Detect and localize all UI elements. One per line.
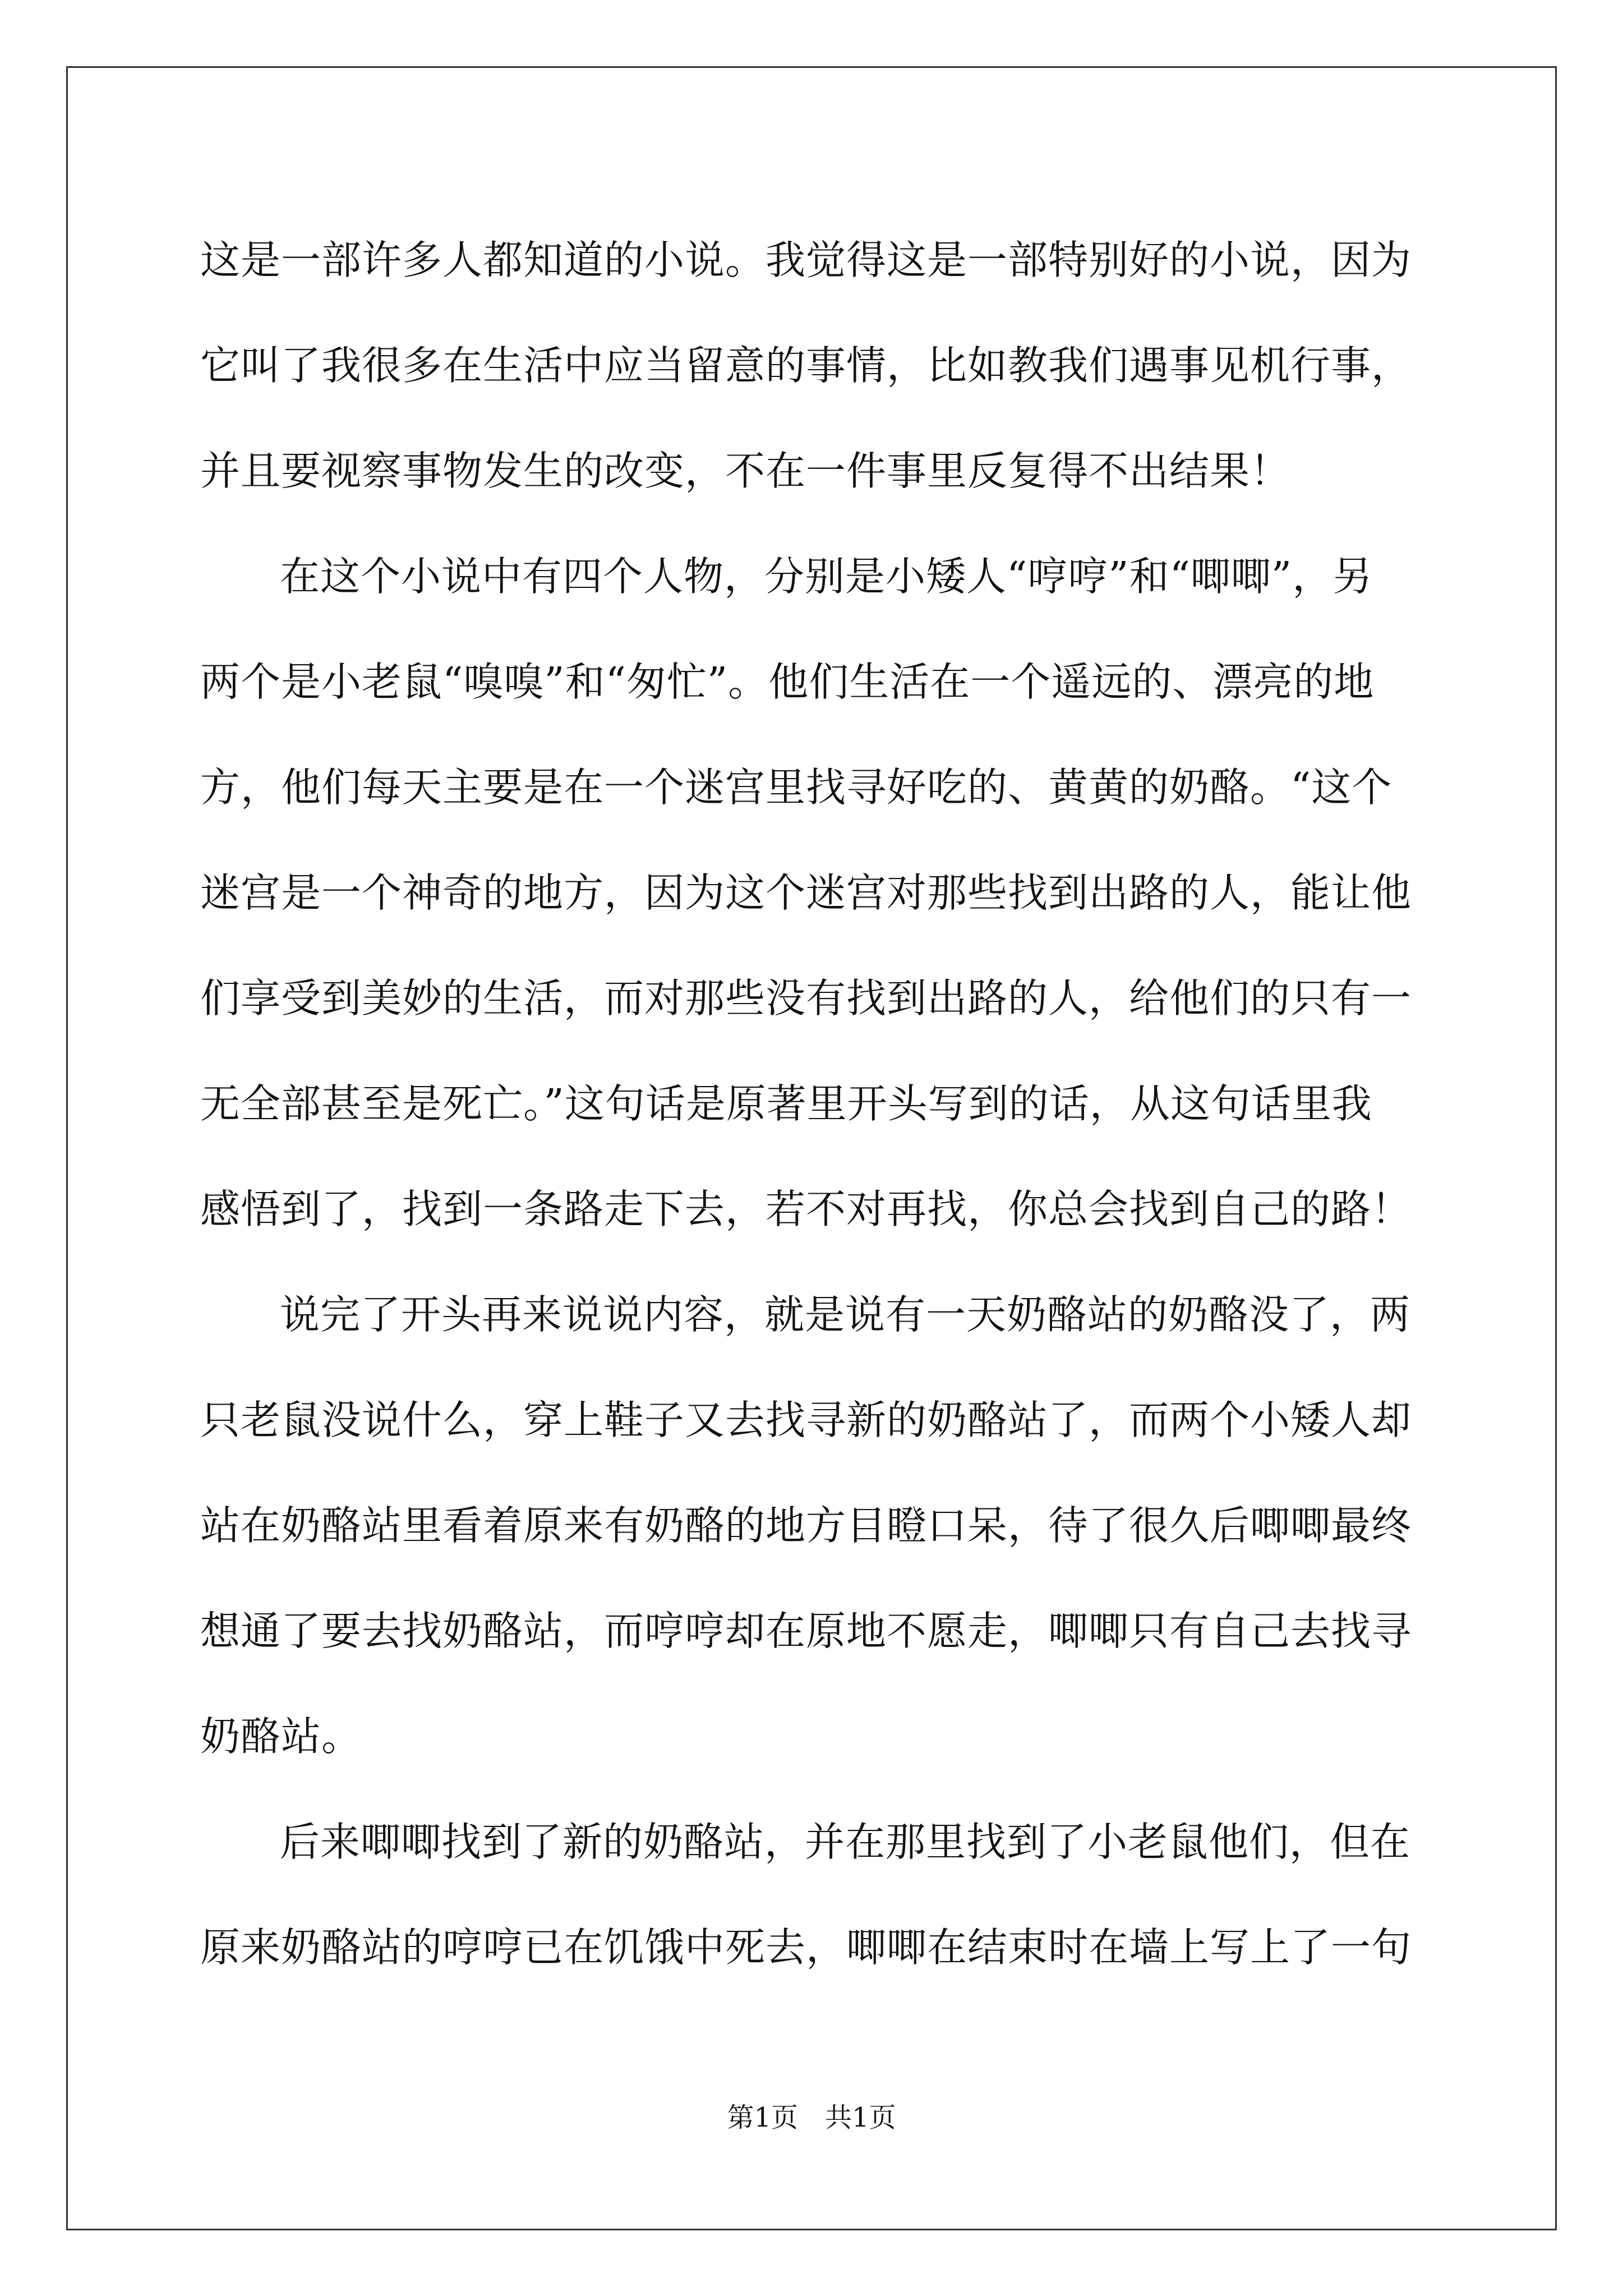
paragraph-2 [200, 524, 1431, 1262]
text-line: 只老鼠没说什么，穿上鞋子又去找寻新的奶酪站了，而两个小矮人却 [200, 1397, 1412, 1443]
document-body [200, 208, 1431, 2000]
text-line: 两个是小老鼠“嗅嗅”和“匆忙”。他们生活在一个遥远的、漂亮的地 [200, 659, 1375, 705]
page-footer [0, 2101, 1623, 2134]
text-line: 在这个小说中有四个人物，分别是小矮人“哼哼”和“唧唧”，另 [280, 553, 1373, 600]
text-line: 方，他们每天主要是在一个迷宫里找寻好吃的、黄黄的奶酪。“这个 [200, 764, 1393, 811]
text-line: 说完了开头再来说说内容，就是说有一天奶酪站的奶酪没了，两 [280, 1291, 1411, 1338]
text-line: 感悟到了，找到一条路走下去，若不对再找，你总会找到自己的路！ [200, 1186, 1412, 1232]
text-line: 并且要视察事物发生的改变，不在一件事里反复得不出结果！ [200, 448, 1291, 494]
text-line: 站在奶酪站里看着原来有奶酪的地方目瞪口呆，待了很久后唧唧最终 [200, 1502, 1412, 1549]
text-line: 迷宫是一个神奇的地方，因为这个迷宫对那些找到出路的人，能让他 [200, 869, 1412, 916]
paragraph-3 [200, 1262, 1431, 1789]
paragraph-4 [200, 1789, 1431, 2000]
text-line: 奶酪站。 [200, 1713, 362, 1760]
text-line: 这是一部许多人都知道的小说。我觉得这是一部特别好的小说，因为 [200, 237, 1412, 283]
text-line: 原来奶酪站的哼哼已在饥饿中死去，唧唧在结束时在墙上写上了一句 [200, 1924, 1412, 1971]
paragraph-1 [200, 208, 1431, 524]
text-line: 它叫了我很多在生活中应当留意的事情，比如教我们遇事见机行事， [200, 342, 1412, 389]
page-number-label: 第1页 共1页 [727, 2102, 896, 2133]
text-line: 想通了要去找奶酪站，而哼哼却在原地不愿走，唧唧只有自己去找寻 [200, 1608, 1412, 1654]
text-line: 无全部甚至是死亡。”这句话是原著里开头写到的话，从这句话里我 [200, 1080, 1372, 1127]
text-line: 后来唧唧找到了新的奶酪站，并在那里找到了小老鼠他们，但在 [280, 1819, 1411, 1865]
text-line: 们享受到美妙的生活，而对那些没有找到出路的人，给他们的只有一 [200, 975, 1412, 1022]
